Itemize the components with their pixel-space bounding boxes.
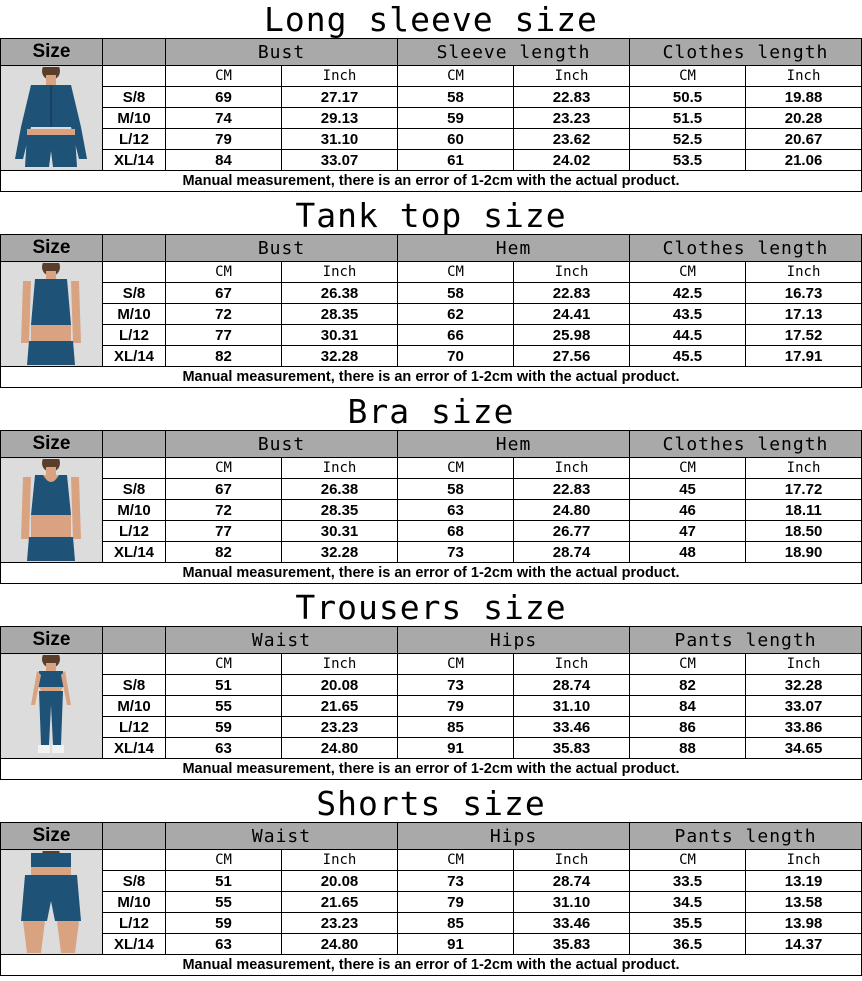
measurement-cell: 31.10: [514, 696, 630, 717]
measure-header: Sleeve length: [398, 39, 630, 66]
unit-inch: Inch: [514, 850, 630, 871]
unit-spacer: [103, 654, 166, 675]
header-row: [1, 431, 862, 458]
size-code: S/8: [103, 87, 166, 108]
measurement-cell: 33.46: [514, 913, 630, 934]
section-title: Shorts size: [316, 784, 546, 822]
unit-spacer: [103, 850, 166, 871]
unit-spacer: [103, 458, 166, 479]
measurement-note: Manual measurement, there is an error of 1-2cm with the actual product.: [1, 563, 862, 584]
size-row: [1, 87, 862, 108]
measurement-cell: 84: [630, 696, 746, 717]
unit-cm: CM: [630, 850, 746, 871]
bottoms-shape: [27, 341, 75, 365]
measurement-cell: 45: [630, 479, 746, 500]
unit-inch: Inch: [514, 66, 630, 87]
measurement-cell: 67: [166, 479, 282, 500]
header-row: [1, 823, 862, 850]
measurement-cell: 58: [398, 283, 514, 304]
size-row: [1, 304, 862, 325]
measurement-cell: 24.02: [514, 150, 630, 171]
unit-cm: CM: [166, 654, 282, 675]
measurement-cell: 26.77: [514, 521, 630, 542]
measurement-cell: 85: [398, 717, 514, 738]
measurement-cell: 23.62: [514, 129, 630, 150]
size-header: Size: [1, 431, 103, 458]
size-table: [0, 234, 862, 388]
midriff-shape: [31, 325, 71, 341]
measurement-cell: 23.23: [282, 913, 398, 934]
measurement-cell: 20.67: [746, 129, 862, 150]
measurement-cell: 86: [630, 717, 746, 738]
measurement-cell: 18.50: [746, 521, 862, 542]
measure-header: Clothes length: [630, 235, 862, 262]
size-code: XL/14: [103, 934, 166, 955]
measurement-cell: 23.23: [282, 717, 398, 738]
size-section: [0, 196, 862, 392]
measure-header: Hips: [398, 627, 630, 654]
measurement-cell: 47: [630, 521, 746, 542]
measurement-cell: 51: [166, 675, 282, 696]
measurement-cell: 33.86: [746, 717, 862, 738]
product-photo: [1, 850, 103, 955]
size-row: [1, 283, 862, 304]
measurement-cell: 79: [166, 129, 282, 150]
measurement-cell: 33.46: [514, 717, 630, 738]
measurement-cell: 28.74: [514, 871, 630, 892]
size-code: M/10: [103, 500, 166, 521]
measurement-cell: 79: [398, 696, 514, 717]
size-code: M/10: [103, 108, 166, 129]
header-row: [1, 39, 862, 66]
measurement-cell: 24.41: [514, 304, 630, 325]
measure-header: Hem: [398, 431, 630, 458]
measure-header: Waist: [166, 627, 398, 654]
size-row: [1, 500, 862, 521]
unit-spacer: [103, 262, 166, 283]
measurement-cell: 55: [166, 892, 282, 913]
measurement-cell: 50.5: [630, 87, 746, 108]
tank-top-icon: [1, 263, 101, 365]
unit-cm: CM: [630, 654, 746, 675]
measure-header: Pants length: [630, 627, 862, 654]
measure-header: Bust: [166, 235, 398, 262]
measurement-cell: 26.38: [282, 479, 398, 500]
measurement-cell: 28.35: [282, 500, 398, 521]
top-shape: [37, 671, 65, 687]
unit-cm: CM: [398, 850, 514, 871]
bottoms-shape: [27, 537, 75, 561]
size-table: [0, 822, 862, 976]
measurement-cell: 73: [398, 542, 514, 563]
measurement-cell: 18.90: [746, 542, 862, 563]
unit-cm: CM: [398, 66, 514, 87]
unit-inch: Inch: [746, 66, 862, 87]
size-row: [1, 150, 862, 171]
unit-row: [1, 262, 862, 283]
measure-header: Bust: [166, 431, 398, 458]
measurement-cell: 33.5: [630, 871, 746, 892]
size-row: [1, 346, 862, 367]
measurement-cell: 60: [398, 129, 514, 150]
size-code: S/8: [103, 479, 166, 500]
unit-inch: Inch: [746, 458, 862, 479]
measurement-cell: 18.11: [746, 500, 862, 521]
measurement-cell: 77: [166, 521, 282, 542]
measurement-cell: 69: [166, 87, 282, 108]
measurement-cell: 82: [166, 346, 282, 367]
unit-inch: Inch: [514, 654, 630, 675]
measure-header: Bust: [166, 39, 398, 66]
unit-cm: CM: [398, 654, 514, 675]
measurement-cell: 22.83: [514, 87, 630, 108]
measurement-cell: 48: [630, 542, 746, 563]
midriff-shape: [31, 515, 71, 537]
unit-cm: CM: [630, 262, 746, 283]
measurement-cell: 70: [398, 346, 514, 367]
measurement-note: Manual measurement, there is an error of 1-2cm with the actual product.: [1, 759, 862, 780]
measurement-cell: 35.83: [514, 934, 630, 955]
unit-row: [1, 654, 862, 675]
measurement-cell: 84: [166, 150, 282, 171]
unit-cm: CM: [166, 66, 282, 87]
left-shoe-shape: [38, 745, 50, 753]
header-row: [1, 627, 862, 654]
measurement-cell: 55: [166, 696, 282, 717]
unit-inch: Inch: [282, 850, 398, 871]
measurement-cell: 91: [398, 934, 514, 955]
size-row: [1, 542, 862, 563]
measurement-cell: 25.98: [514, 325, 630, 346]
product-photo: [1, 66, 103, 171]
section-title: Long sleeve size: [264, 0, 598, 38]
measurement-cell: 34.65: [746, 738, 862, 759]
unit-spacer: [103, 66, 166, 87]
measurement-cell: 73: [398, 871, 514, 892]
measurement-cell: 16.73: [746, 283, 862, 304]
measure-header: Clothes length: [630, 39, 862, 66]
size-section: [0, 0, 862, 196]
measure-header: Clothes length: [630, 431, 862, 458]
measurement-cell: 91: [398, 738, 514, 759]
note-row: [1, 367, 862, 388]
product-photo: [1, 262, 103, 367]
measurement-cell: 58: [398, 87, 514, 108]
note-row: [1, 955, 862, 976]
measurement-cell: 82: [630, 675, 746, 696]
unit-inch: Inch: [746, 850, 862, 871]
size-row: [1, 675, 862, 696]
size-table: [0, 430, 862, 584]
measurement-cell: 27.17: [282, 87, 398, 108]
size-table: [0, 626, 862, 780]
measurement-cell: 43.5: [630, 304, 746, 325]
size-code: L/12: [103, 913, 166, 934]
product-photo: [1, 654, 103, 759]
measurement-cell: 88: [630, 738, 746, 759]
measurement-cell: 67: [166, 283, 282, 304]
unit-inch: Inch: [746, 262, 862, 283]
measurement-cell: 51.5: [630, 108, 746, 129]
measurement-cell: 28.74: [514, 542, 630, 563]
measurement-cell: 13.19: [746, 871, 862, 892]
measurement-cell: 20.28: [746, 108, 862, 129]
measurement-cell: 17.13: [746, 304, 862, 325]
measurement-cell: 17.52: [746, 325, 862, 346]
top-shape: [31, 279, 71, 325]
measurement-cell: 35.83: [514, 738, 630, 759]
size-row: [1, 738, 862, 759]
header-row: [1, 235, 862, 262]
unit-inch: Inch: [282, 654, 398, 675]
size-section: [0, 784, 862, 980]
section-title: Trousers size: [295, 588, 567, 626]
unit-row: [1, 458, 862, 479]
unit-inch: Inch: [514, 262, 630, 283]
size-code: M/10: [103, 696, 166, 717]
unit-cm: CM: [398, 458, 514, 479]
measurement-cell: 59: [398, 108, 514, 129]
measurement-cell: 73: [398, 675, 514, 696]
measurement-cell: 63: [398, 500, 514, 521]
measurement-cell: 22.83: [514, 479, 630, 500]
unit-cm: CM: [630, 66, 746, 87]
note-row: [1, 759, 862, 780]
size-code: L/12: [103, 325, 166, 346]
size-code: S/8: [103, 675, 166, 696]
size-row: [1, 934, 862, 955]
size-code: XL/14: [103, 346, 166, 367]
size-section: [0, 392, 862, 588]
size-code: M/10: [103, 304, 166, 325]
measurement-note: Manual measurement, there is an error of 1-2cm with the actual product.: [1, 171, 862, 192]
top-shape: [31, 853, 71, 867]
measurement-cell: 31.10: [282, 129, 398, 150]
midriff-shape: [31, 867, 71, 875]
measurement-cell: 29.13: [282, 108, 398, 129]
measurement-cell: 21.65: [282, 892, 398, 913]
measurement-cell: 26.38: [282, 283, 398, 304]
measurement-cell: 27.56: [514, 346, 630, 367]
size-code: XL/14: [103, 738, 166, 759]
measurement-cell: 20.08: [282, 675, 398, 696]
measurement-cell: 63: [166, 738, 282, 759]
note-row: [1, 563, 862, 584]
header-spacer: [103, 431, 166, 458]
measurement-cell: 42.5: [630, 283, 746, 304]
right-shoe-shape: [52, 745, 64, 753]
measure-header: Pants length: [630, 823, 862, 850]
sports-bra-icon: [1, 459, 101, 561]
measurement-cell: 61: [398, 150, 514, 171]
size-row: [1, 521, 862, 542]
unit-inch: Inch: [282, 458, 398, 479]
product-photo: [1, 458, 103, 563]
header-spacer: [103, 627, 166, 654]
measurement-cell: 13.58: [746, 892, 862, 913]
measurement-cell: 30.31: [282, 325, 398, 346]
measurement-cell: 45.5: [630, 346, 746, 367]
measurement-cell: 68: [398, 521, 514, 542]
size-row: [1, 871, 862, 892]
size-code: M/10: [103, 892, 166, 913]
measurement-cell: 32.28: [282, 346, 398, 367]
size-header: Size: [1, 823, 103, 850]
measurement-cell: 66: [398, 325, 514, 346]
header-spacer: [103, 39, 166, 66]
measurement-cell: 33.07: [746, 696, 862, 717]
size-table: [0, 38, 862, 192]
midriff-shape: [39, 687, 63, 691]
measurement-note: Manual measurement, there is an error of 1-2cm with the actual product.: [1, 367, 862, 388]
section-title: Bra size: [347, 392, 515, 430]
measurement-cell: 58: [398, 479, 514, 500]
measurement-cell: 51: [166, 871, 282, 892]
size-row: [1, 108, 862, 129]
measurement-cell: 72: [166, 304, 282, 325]
unit-cm: CM: [166, 458, 282, 479]
size-row: [1, 129, 862, 150]
section-title: Tank top size: [295, 196, 567, 234]
measurement-cell: 59: [166, 913, 282, 934]
size-code: S/8: [103, 871, 166, 892]
size-header: Size: [1, 39, 103, 66]
measurement-cell: 46: [630, 500, 746, 521]
size-code: S/8: [103, 283, 166, 304]
measurement-cell: 24.80: [514, 500, 630, 521]
measure-header: Waist: [166, 823, 398, 850]
measurement-cell: 13.98: [746, 913, 862, 934]
measurement-cell: 30.31: [282, 521, 398, 542]
measurement-cell: 28.35: [282, 304, 398, 325]
size-section: [0, 588, 862, 784]
measurement-cell: 59: [166, 717, 282, 738]
header-spacer: [103, 823, 166, 850]
size-row: [1, 325, 862, 346]
unit-cm: CM: [630, 458, 746, 479]
size-row: [1, 913, 862, 934]
size-code: L/12: [103, 521, 166, 542]
measurement-cell: 33.07: [282, 150, 398, 171]
size-row: [1, 479, 862, 500]
measurement-cell: 24.80: [282, 934, 398, 955]
measurement-cell: 28.74: [514, 675, 630, 696]
measure-header: Hem: [398, 235, 630, 262]
measurement-cell: 21.06: [746, 150, 862, 171]
measurement-cell: 17.91: [746, 346, 862, 367]
measurement-cell: 17.72: [746, 479, 862, 500]
size-row: [1, 892, 862, 913]
measurement-cell: 79: [398, 892, 514, 913]
measurement-note: Manual measurement, there is an error of 1-2cm with the actual product.: [1, 955, 862, 976]
measure-header: Hips: [398, 823, 630, 850]
measurement-cell: 34.5: [630, 892, 746, 913]
size-code: XL/14: [103, 542, 166, 563]
measurement-cell: 74: [166, 108, 282, 129]
measurement-cell: 53.5: [630, 150, 746, 171]
measurement-cell: 72: [166, 500, 282, 521]
unit-row: [1, 850, 862, 871]
size-row: [1, 696, 862, 717]
shorts-icon: [1, 851, 101, 953]
size-row: [1, 717, 862, 738]
measurement-cell: 20.08: [282, 871, 398, 892]
measurement-cell: 23.23: [514, 108, 630, 129]
measurement-cell: 52.5: [630, 129, 746, 150]
header-spacer: [103, 235, 166, 262]
measurement-cell: 63: [166, 934, 282, 955]
size-code: L/12: [103, 717, 166, 738]
size-code: XL/14: [103, 150, 166, 171]
measurement-cell: 19.88: [746, 87, 862, 108]
midriff-shape: [27, 129, 75, 135]
measurement-cell: 44.5: [630, 325, 746, 346]
measurement-cell: 36.5: [630, 934, 746, 955]
measurement-cell: 14.37: [746, 934, 862, 955]
unit-cm: CM: [166, 850, 282, 871]
measurement-cell: 21.65: [282, 696, 398, 717]
unit-inch: Inch: [746, 654, 862, 675]
measurement-cell: 24.80: [282, 738, 398, 759]
unit-cm: CM: [166, 262, 282, 283]
long-sleeve-top-icon: [1, 67, 101, 169]
leggings-icon: [1, 655, 101, 757]
measurement-cell: 77: [166, 325, 282, 346]
unit-row: [1, 66, 862, 87]
measurement-cell: 32.28: [282, 542, 398, 563]
measurement-cell: 82: [166, 542, 282, 563]
measurement-cell: 62: [398, 304, 514, 325]
measurement-cell: 31.10: [514, 892, 630, 913]
size-code: L/12: [103, 129, 166, 150]
neck-shape: [46, 75, 56, 85]
measurement-cell: 22.83: [514, 283, 630, 304]
note-row: [1, 171, 862, 192]
measurement-cell: 35.5: [630, 913, 746, 934]
size-header: Size: [1, 235, 103, 262]
size-header: Size: [1, 627, 103, 654]
measurement-cell: 85: [398, 913, 514, 934]
measurement-cell: 32.28: [746, 675, 862, 696]
unit-inch: Inch: [282, 66, 398, 87]
unit-inch: Inch: [514, 458, 630, 479]
unit-inch: Inch: [282, 262, 398, 283]
unit-cm: CM: [398, 262, 514, 283]
